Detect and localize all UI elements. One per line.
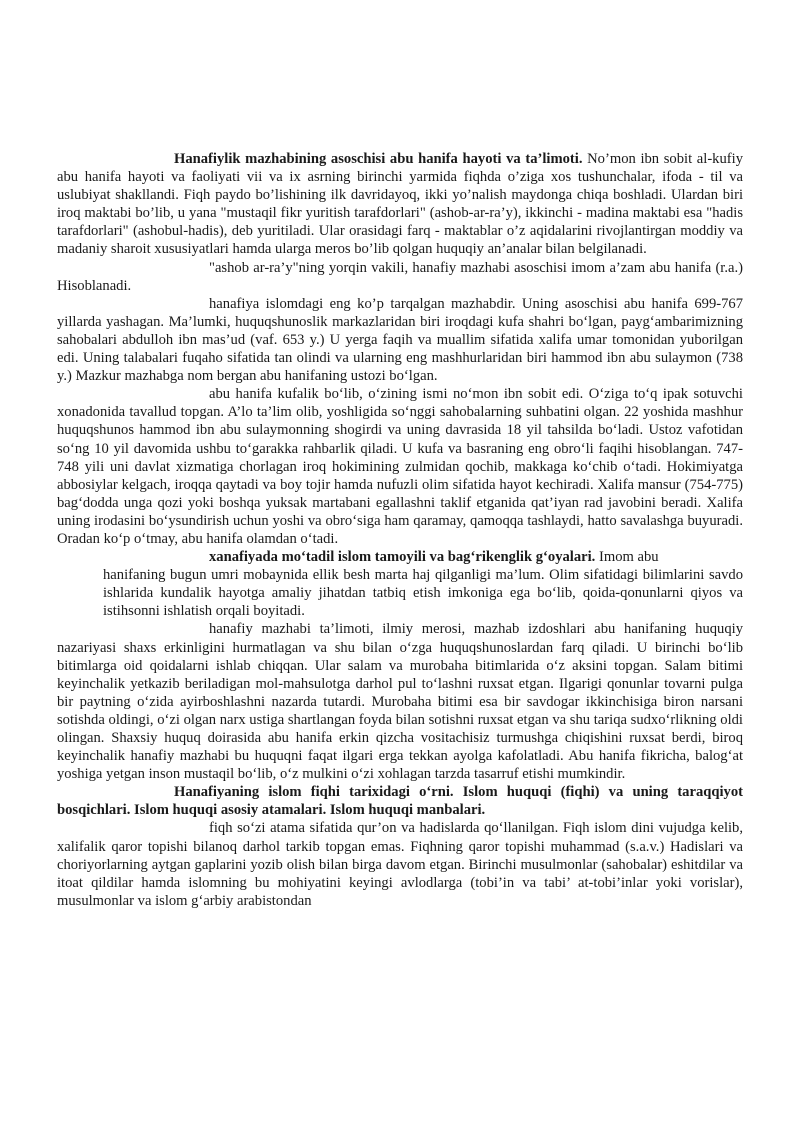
paragraph-hanafiylik-intro — [57, 150, 743, 259]
paragraph-fiqh-term — [57, 819, 743, 909]
paragraph-text: hanifaning bugun umri mobaynida ellik besh marta haj qilganligi ma’lum. Olim sifatidagi bilimlarini savdo ishlarida kundalik hayotga amaliy jihatdan tatbiq etish imkoniga ega bo‘lib, qoida-qonunlarni qiyos va istihsonni ishlatish orqali boyitadi. — [103, 567, 743, 620]
paragraph-text: "ashob ar-ra’y"ning yorqin vakili, hanafiy mazhabi asoschisi imom a’zam abu hanifa (r.a.) Hisoblanadi. — [57, 259, 743, 294]
paragraph-hajj — [57, 566, 743, 620]
section-heading: Hanafiyaning islom fiqhi tarixidagi o‘rni. Islom huquqi (fiqhi) va uning taraqqiyot bosqichlari. Islom huquqi asosiy atamalari. Islom huquqi manbalari. — [57, 784, 743, 819]
paragraph-ashob-ar-ray — [57, 259, 743, 295]
section-heading: xanafiyada mo‘tadil islom tamoyili va bag‘rikenglik g‘oyalari. — [209, 549, 596, 566]
paragraph-text: fiqh so‘zi atama sifatida qur’on va hadislarda qo‘llanilgan. Fiqh islom dini vujudga kelib, xalifalik qaror topishi bilanoq darhol tarkib topgan emas. Fiqhning qaror topishi muhammad (s.a.v.) Hadislari va choriyorlarning aytgan gaplarini yozib olish bilan birga davom etgan. Birinchi musulmonlar (sahobalar) eshitdilar va itoat qildilar hamda islomning bu mohiyatini keyingi avlodlarga (tobi’in va tabi’ at-tobi’inlar yoki vorislar), musulmonlar va islom g‘arbiy arabistondan — [57, 820, 743, 909]
section-heading: Hanafiylik mazhabining asoschisi abu hanifa hayoti va ta’limoti. — [174, 151, 583, 167]
paragraph-text: abu hanifa kufalik bo‘lib, o‘zining ismi no‘mon ibn sobit edi. O‘ziga to‘q ipak sotuvchi xonadonida tavallud topgan. A’lo ta’lim olib, yoshligida so‘nggi sahobalarning suhbatini olgan. 22 yoshida mashhur huquqshunos hammod ibn abu sulaymonning shogirdi va uning davrasida 18 yil tahsilda bo‘ladi. Ustoz vafotidan so‘ng 10 yil davomida ushbu to‘garakka rahbarlik qiladi. U kufa va basraning eng obro‘li faqihi hisoblangan. 747-748 yili uni davlat xizmatiga chorlagan iroq hokimining zulmidan qochib, makkaga ko‘chib o‘tadi. Hokimiyatga abbosiylar kelgach, iroqqa qaytadi va boy tojir hamda nufuzli olim sifatida hayot kechiradi. Xalifa mansur (754-775) bag‘dodda unga qozi yoki boshqa yuksak martabani egallashni taklif etganida qat’iyan rad javobini beradi. Xalifa uning irodasini bo‘ysundirish uchun yoshi va obro‘siga ham qaramay, qamoqqa tashlaydi, hatto savalashga buyuradi. Oradan ko‘p o‘tmay, abu hanifa olamdan o‘tadi. — [57, 386, 743, 547]
paragraph-hanafi-doctrine — [57, 620, 743, 783]
paragraph-abu-hanifa-biography — [57, 385, 743, 548]
paragraph-moderate-islam-heading — [57, 548, 743, 566]
paragraph-text: Imom abu — [595, 549, 659, 566]
document-page — [57, 150, 743, 910]
paragraph-text: hanafiya islomdagi eng ko’p tarqalgan mazhabdir. Uning asoschisi abu hanifa 699-767 yillarda yashagan. Ma’lumki, huquqshunoslik markazlaridan biri iroqdagi kufa shahri bo‘lgan, payg‘ambarimizning sahobalari abdulloh ibn mas’ud (vaf. 653 y.) U yerga faqih va muallim sifatida xalifa umar tomonidan yuborilgan edi. Uning talabalari fuqaho sifatida tan olindi va ularning eng mashhurlaridan biri hammod ibn abu sulaymon (738 y.) Mazkur mazhabga nom bergan abu hanifaning ustozi bo‘lgan. — [57, 295, 743, 385]
paragraph-text: hanafiy mazhabi ta’limoti, ilmiy merosi, mazhab izdoshlari abu hanifaning huquqiy nazariyasi shaxs erkinligini hurmatlagan va shu bilan o‘zga huquqshunoslardan farq qiladi. U birinchi bo‘lib bitimlarga oid qoidalarni ishlab chiqqan. Ular salam va murobaha bitimlarida o‘z aksini topgan. Salam bitimi keyinchalik yetkazib beriladigan mol-mahsulotga darhol pul to‘lashni ruxsat etgan. Ilgarigi qonunlar tovarni pulga bir paytning o‘zida ayirboshlashni nazarda tutardi. Murobaha bitimi esa bir savdogar ikkinchisiga biron narsani sotishda oldingi, o‘zi olgan narx ustiga shartlangan foyda bilan sotishni ruxsat etgan va shu tariqa sudxo‘rlikning oldi olingan. Shaxsiy huquq doirasida abu hanifa erkin qizcha vositachisiz turmushga chiqishini ruxsat berdi, biroq keyinchalik hanafiy mazhabi bu huquqni faqat ilgari erga tekkan ayolga kafolatladi. Abu hanifa fikricha, balog‘at yoshiga yetgan inson mustaqil bo‘lib, o‘z mulkini o‘zi xohlagan tarzda tasarruf etishi mumkindir. — [57, 621, 743, 783]
paragraph-text: No’mon ibn sobit al-kufiy abu hanifa hayoti va faoliyati vii va ix asrning birinchi yarmida fiqhda o’ziga xos tushunchalar, ifoda - til va uslubiyat shakllandi. Fiqh paydo bo’lishining ilk davridayoq, ikki yo’nalish maydonga chiqa boshladi. Ulardan biri iroq maktabi bo’lib, u yana "mustaqil fikr yuritish tarafdorlari" (ashob-ar-ra’y), ikkinchi - madina maktabi esa "hadis tarafdorlari" (ashobul-hadis), deb yuritiladi. Ular orasidagi farq - maktablar o’z aqidalarini rivojlantirgan moddiy va madaniy sharoit xususiyatlari hamda ularga meros bo’lib qolgan huquqiy an’analar bilan belgilanadi. — [57, 151, 743, 258]
paragraph-hanafiya-spread — [57, 295, 743, 385]
paragraph-fiqh-history-heading — [57, 783, 743, 819]
